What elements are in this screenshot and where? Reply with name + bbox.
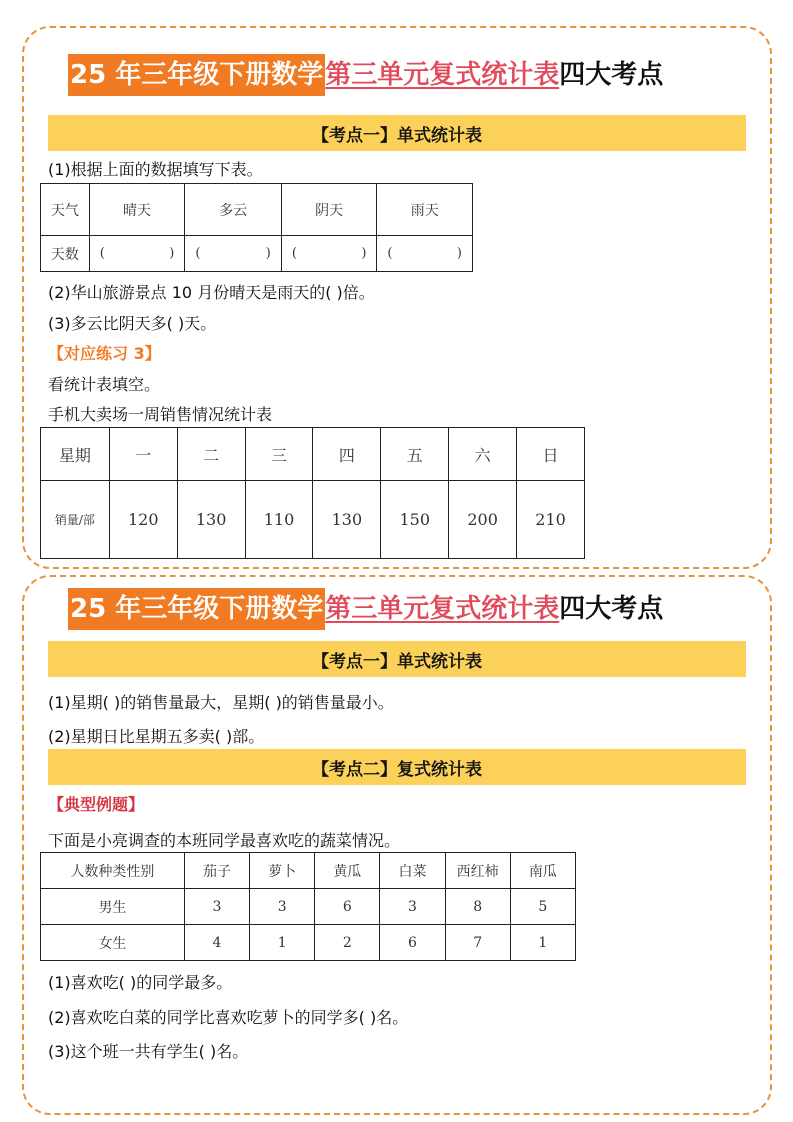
row-label-boys: 男生 — [41, 889, 185, 925]
title-part-c: 四大考点 — [559, 60, 664, 90]
vegetable-header-cell: 茄子 — [184, 853, 249, 889]
sales-value-cell: 110 — [245, 481, 313, 559]
weather-table — [40, 183, 473, 272]
question-1: (1)根据上面的数据填写下表。 — [48, 160, 263, 179]
title-part-b: 第三单元复式统计表 — [325, 60, 560, 90]
survey-description: 下面是小亮调查的本班同学最喜欢吃的蔬菜情况。 — [48, 831, 401, 850]
page-title-1 — [68, 53, 663, 97]
title-part-a: 25 年三年级下册数学 — [68, 54, 325, 96]
paren-open: ( — [99, 246, 105, 261]
vegetable-header-cell: 南瓜 — [510, 853, 575, 889]
weather-header-cell: 天气 — [41, 184, 90, 236]
sales-value-cell: 150 — [381, 481, 449, 559]
days-answer-cell[interactable] — [89, 236, 185, 272]
question-2: (2)华山旅游景点 10 月份晴天是雨天的( )倍。 — [48, 283, 375, 302]
table-cell: 5 — [510, 889, 575, 925]
vegetable-header-cell: 西红柿 — [445, 853, 510, 889]
table-cell: 4 — [184, 925, 249, 961]
vegetable-header-cell: 萝卜 — [250, 853, 315, 889]
weather-header-cell: 阴天 — [281, 184, 377, 236]
table-cell: 6 — [315, 889, 380, 925]
paren-open: ( — [291, 246, 297, 261]
corner-header-cell: 人数种类性别 — [41, 853, 185, 889]
sales-header-cell: 星期 — [41, 428, 110, 481]
question-3: (3)多云比阴天多( )天。 — [48, 314, 217, 333]
table-cell: 3 — [380, 889, 445, 925]
row-label-girls: 女生 — [41, 925, 185, 961]
paren-open: ( — [195, 246, 201, 261]
sales-table-title: 手机大卖场一周销售情况统计表 — [48, 405, 273, 424]
section-banner-point-2: 【考点二】复式统计表 — [48, 749, 746, 785]
question-most-popular: (1)喜欢吃( )的同学最多。 — [48, 973, 233, 992]
vegetable-header-cell: 白菜 — [380, 853, 445, 889]
page-title-2 — [68, 587, 663, 631]
sales-row-label: 销量/部 — [41, 481, 110, 559]
example-heading: 【典型例题】 — [48, 795, 145, 814]
days-answer-cell[interactable] — [377, 236, 473, 272]
paren-close: ) — [265, 246, 271, 261]
practice-heading: 【对应练习 3】 — [48, 344, 161, 363]
sales-header-cell: 二 — [177, 428, 245, 481]
sales-value-cell: 130 — [177, 481, 245, 559]
title-part-b: 第三单元复式统计表 — [325, 594, 560, 624]
vegetable-table — [40, 852, 576, 961]
days-row-label: 天数 — [41, 236, 90, 272]
question-weekday: (1)星期( )的销售量最大，星期( )的销售量最小。 — [48, 693, 394, 712]
sales-table — [40, 427, 585, 559]
sales-value-cell: 120 — [109, 481, 177, 559]
table-cell: 3 — [250, 889, 315, 925]
paren-close: ) — [361, 246, 367, 261]
weather-header-cell: 多云 — [185, 184, 282, 236]
vegetable-header-cell: 黄瓜 — [315, 853, 380, 889]
title-part-c: 四大考点 — [559, 594, 664, 624]
days-answer-cell[interactable] — [281, 236, 377, 272]
sales-header-cell: 四 — [313, 428, 381, 481]
section-banner-point-1-repeat: 【考点一】单式统计表 — [48, 641, 746, 677]
section-banner-point-1: 【考点一】单式统计表 — [48, 115, 746, 151]
weather-header-cell: 雨天 — [377, 184, 473, 236]
table-cell: 1 — [250, 925, 315, 961]
table-cell: 8 — [445, 889, 510, 925]
table-cell: 7 — [445, 925, 510, 961]
sales-header-cell: 三 — [245, 428, 313, 481]
question-total-students: (3)这个班一共有学生( )名。 — [48, 1042, 249, 1061]
question-cabbage-vs-radish: (2)喜欢吃白菜的同学比喜欢吃萝卜的同学多( )名。 — [48, 1008, 409, 1027]
table-cell: 2 — [315, 925, 380, 961]
table-cell: 1 — [510, 925, 575, 961]
sales-value-cell: 200 — [449, 481, 517, 559]
paren-close: ) — [456, 246, 462, 261]
table-cell: 6 — [380, 925, 445, 961]
title-part-a: 25 年三年级下册数学 — [68, 588, 325, 630]
sales-value-cell: 130 — [313, 481, 381, 559]
sales-header-cell: 五 — [381, 428, 449, 481]
instruction-text: 看统计表填空。 — [48, 375, 161, 394]
question-sunday-vs-friday: (2)星期日比星期五多卖( )部。 — [48, 727, 265, 746]
sales-header-cell: 六 — [449, 428, 517, 481]
weather-header-cell: 晴天 — [89, 184, 185, 236]
sales-value-cell: 210 — [517, 481, 585, 559]
table-cell: 3 — [184, 889, 249, 925]
sales-header-cell: 一 — [109, 428, 177, 481]
sales-header-cell: 日 — [517, 428, 585, 481]
days-answer-cell[interactable] — [185, 236, 282, 272]
paren-close: ) — [169, 246, 175, 261]
paren-open: ( — [387, 246, 393, 261]
